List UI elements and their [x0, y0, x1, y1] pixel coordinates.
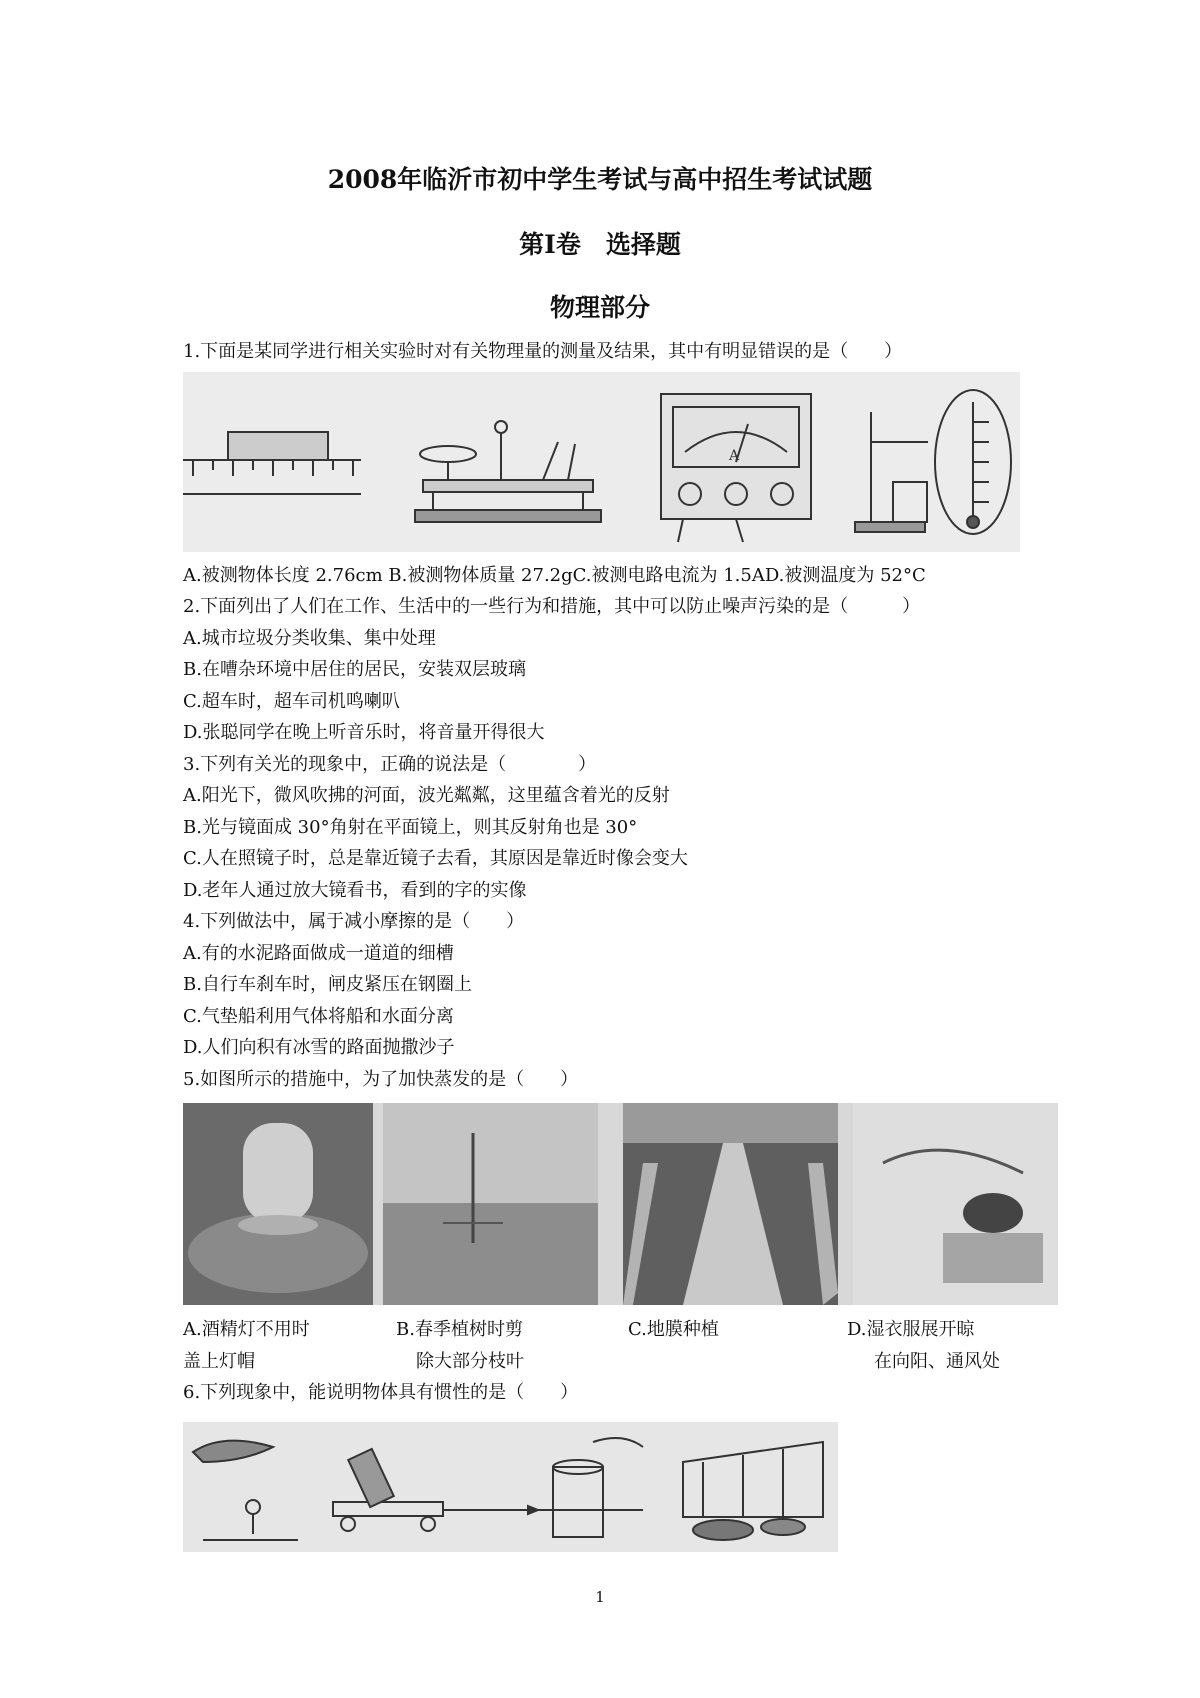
q3-option-b: B.光与镜面成 30°角射在平面镜上，则其反射角也是 30°	[183, 817, 638, 838]
ammeter-icon	[661, 394, 811, 542]
q5-option-a-line2: 盖上灯帽	[183, 1351, 255, 1372]
q2-option-a: A.城市垃圾分类收集、集中处理	[183, 628, 436, 649]
q5-stem: 5.如图所示的措施中，为了加快蒸发的是（ ）	[183, 1069, 579, 1090]
q4-option-b: B.自行车刹车时，闸皮紧压在钢圈上	[183, 974, 472, 995]
tree-planting-photo	[383, 1103, 598, 1305]
q5-option-b-line2: 除大部分枝叶	[416, 1351, 524, 1372]
q6-stem: 6.下列现象中，能说明物体具有惯性的是（ ）	[183, 1382, 579, 1403]
q5-option-c-line1: C.地膜种植	[628, 1319, 719, 1340]
page-number: 1	[595, 1588, 605, 1606]
exam-title: 2008年临沂市初中学生考试与高中招生考试试题	[327, 165, 873, 194]
q3-option-c: C.人在照镜子时，总是靠近镜子去看，其原因是靠近时像会变大	[183, 848, 688, 869]
plastic-film-field-photo	[623, 1103, 838, 1305]
q4-option-a: A.有的水泥路面做成一道道的细槽	[183, 943, 454, 964]
q6-inertia-figure	[183, 1422, 838, 1552]
q1-options: A.被测物体长度 2.76cm B.被测物体质量 27.2gC.被测电路电流为 1.5AD.被测温度为 52°C	[183, 565, 926, 586]
q2-option-c: C.超车时，超车司机鸣喇叭	[183, 691, 400, 712]
q2-option-d: D.张聪同学在晚上听音乐时，将音量开得很大	[183, 722, 545, 743]
q5-option-d-line2: 在向阳、通风处	[874, 1351, 1000, 1372]
q4-stem: 4.下列做法中，属于减小摩擦的是（ ）	[183, 911, 525, 932]
q4-option-c: C.气垫船利用气体将船和水面分离	[183, 1006, 454, 1027]
volume-title: 第Ⅰ卷 选择题	[519, 230, 681, 259]
q5-option-a-line1: A.酒精灯不用时	[183, 1319, 310, 1340]
q2-option-b: B.在嘈杂环境中居住的居民，安装双层玻璃	[183, 659, 526, 680]
svg-text:A: A	[729, 448, 740, 464]
q1-instruments-figure	[183, 372, 1020, 552]
section-title: 物理部分	[549, 293, 650, 322]
q5-option-b-line1: B.春季植树时剪	[396, 1319, 523, 1340]
q5-photos-figure	[183, 1103, 1058, 1305]
q3-stem: 3.下列有关光的现象中，正确的说法是（ ）	[183, 754, 597, 775]
q3-option-a: A.阳光下，微风吹拂的河面，波光粼粼，这里蕴含着光的反射	[183, 785, 670, 806]
q4-option-d: D.人们向积有冰雪的路面抛撒沙子	[183, 1037, 455, 1058]
q1-stem: 1.下面是某同学进行相关实验时对有关物理量的测量及结果，其中有明显错误的是（ ）	[183, 341, 903, 362]
drying-clothes-photo	[853, 1103, 1058, 1305]
q2-stem: 2.下面列出了人们在工作、生活中的一些行为和措施，其中可以防止噪声污染的是（ ）	[183, 596, 921, 617]
q3-option-d: D.老年人通过放大镜看书，看到的字的实像	[183, 880, 527, 901]
q5-option-d-line1: D.湿衣服展开晾	[847, 1319, 975, 1340]
alcohol-lamp-photo	[183, 1103, 373, 1305]
